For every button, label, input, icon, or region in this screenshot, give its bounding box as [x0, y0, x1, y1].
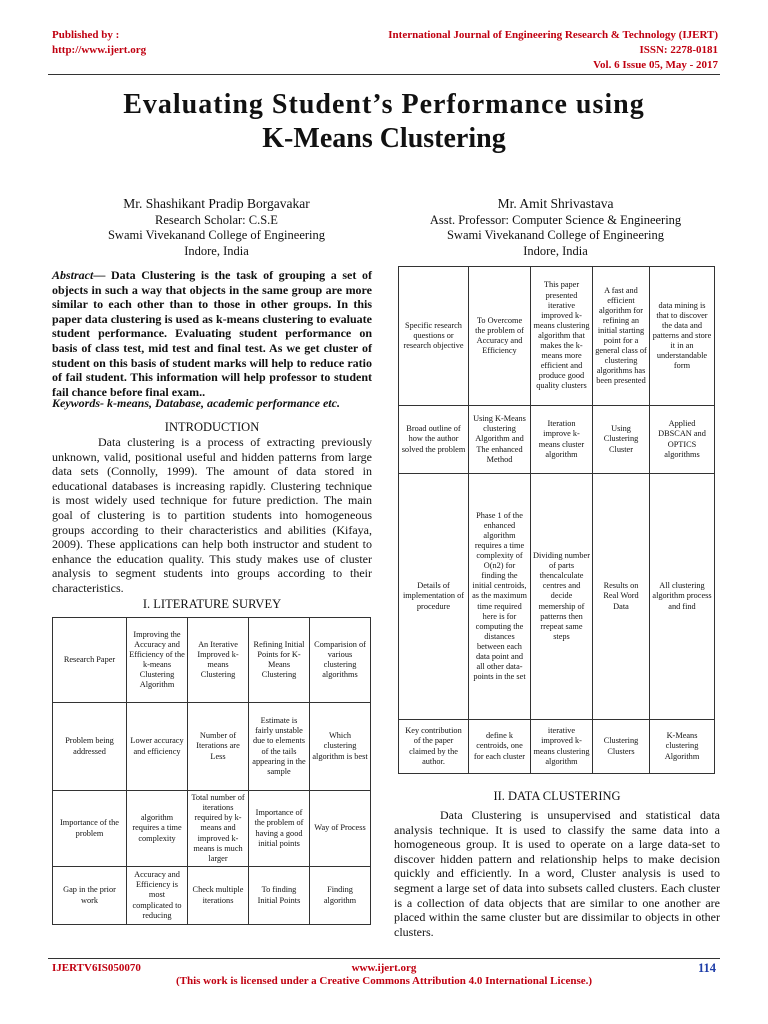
table-cell: data mining is that to discover the data and patterns and store it in an understandable form	[650, 267, 715, 406]
table-cell: A fast and efficient algorithm for refining an initial starting point for a general class of clustering algorithms has been presented	[593, 267, 650, 406]
footer-url-link[interactable]: www.ijert.org	[351, 962, 417, 974]
license-note: (This work is licensed under a Creative Commons Attribution 4.0 International License.)	[175, 975, 593, 987]
table-cell: Finding algorithm	[310, 867, 371, 925]
table-cell: Phase 1 of the enhanced algorithm requires a time complexity of O(n2) for finding the initial centroids, as the maximum time required here is for computing the distances between each data point and all other data-points in the set	[469, 474, 531, 720]
table-cell: Using Clustering Cluster	[593, 406, 650, 474]
publisher-url-link[interactable]: http://www.ijert.org	[52, 44, 147, 56]
table-cell: Problem being addressed	[53, 703, 127, 791]
author-name: Mr. Shashikant Pradip Borgavakar	[123, 196, 310, 211]
title-line-2: K-Means Clustering	[262, 123, 506, 154]
table-cell: To finding Initial Points	[249, 867, 310, 925]
paper-code: IJERTV6IS050070	[52, 962, 141, 974]
table-cell: All clustering algorithm process and find	[650, 474, 715, 720]
table-cell: This paper presented iterative improved k-means clustering algorithm that makes the k-means more efficient and produce good quality clusters	[531, 267, 593, 406]
page-number: 114	[697, 961, 716, 975]
author-role: Asst. Professor: Computer Science & Engineering	[429, 212, 682, 227]
table-cell: Accuracy and Efficiency is most complicated to reducing	[127, 867, 188, 925]
table-cell: Broad outline of how the author solved the problem	[399, 406, 469, 474]
table-cell: Clustering Clusters	[593, 720, 650, 774]
table-cell: Number of Iterations are Less	[188, 703, 249, 791]
author-role: Research Scholar: C.S.E	[155, 212, 278, 227]
author-name: Mr. Amit Shrivastava	[497, 196, 614, 211]
table-cell: Total number of iterations required by k-means and improved k-means is much larger	[188, 791, 249, 867]
literature-survey-table	[52, 617, 371, 925]
data-clustering-heading: II. DATA CLUSTERING	[493, 789, 621, 803]
table-cell: Check multiple iterations	[188, 867, 249, 925]
table-cell: To Overcome the problem of Accuracy and Efficiency	[469, 267, 531, 406]
author-block-1	[54, 196, 379, 259]
table-cell: Importance of the problem	[53, 791, 127, 867]
table-cell: Which clustering algorithm is best	[310, 703, 371, 791]
table-cell: Results on Real Word Data	[593, 474, 650, 720]
data-clustering-body	[394, 808, 720, 939]
table-row	[399, 267, 715, 406]
table-cell: iterative improved k-means clustering algorithm	[531, 720, 593, 774]
table-row	[399, 406, 715, 474]
footer-center	[0, 962, 768, 988]
title-line-1: Evaluating Student’s Performance using	[123, 89, 645, 120]
keywords: Keywords- k-means, Database, academic performance etc.	[52, 396, 340, 410]
table-cell: Estimate is fairly unstable due to elements of the tails appearing in the sample	[249, 703, 310, 791]
table-cell: Gap in the prior work	[53, 867, 127, 925]
table-row	[399, 720, 715, 774]
table-row	[53, 703, 371, 791]
abstract-dash: —	[93, 268, 106, 282]
volume-issue: Vol. 6 Issue 05, May - 2017	[593, 59, 718, 71]
author-org: Swami Vivekanand College of Engineering	[446, 228, 665, 242]
author-org: Swami Vivekanand College of Engineering	[107, 228, 326, 242]
abstract-text: Data Clustering is the task of grouping a set of objects in such a way that objects in the same group are more similar to each other than to those in other groups. In this paper data clustering is used as k-means clustering to evaluate student performance. Evaluating student performance on basis of class test, mid test and final test. As we get cluster of student on this basis of student marks will help to reduce ratio of fail student. This information will help professor to student fail chance before final exam..	[52, 268, 372, 399]
table-cell: Improving the Accuracy and Efficiency of the k-means Clustering Algorithm	[127, 618, 188, 703]
table-cell: An Iterative Improved k-means Clustering	[188, 618, 249, 703]
table-row	[53, 791, 371, 867]
introduction-paragraph: Data clustering is a process of extracting previously unknown, valid, positional useful and hidden patterns from large data sets (Connolly, 1999). The amount of data stored in educational databases is increasing rapidly. Clustering technique is most widely used technique for future prediction. The main goal of clustering is to partition students into homogeneous groups according to their characteristics and abilities (Kifaya, 2009). These applications can help both instructor and student to enhance the education quality. This study makes use of cluster analysis to segment students into groups according to their characteristics.	[52, 435, 372, 595]
introduction-body	[52, 435, 372, 596]
table-cell: Applied DBSCAN and OPTICS algorithms	[650, 406, 715, 474]
table-cell: K-Means clustering Algorithm	[650, 720, 715, 774]
table-cell: define k centroids, one for each cluster	[469, 720, 531, 774]
introduction-heading: INTRODUCTION	[164, 420, 260, 434]
table-row	[53, 867, 371, 925]
data-clustering-paragraph: Data Clustering is unsupervised and statistical data analysis technique. It is used to classify the same data into a homogeneous group. It is used to operate on a large data-set to discover hidden pattern and relationship helps to make decision quickly and efficiently. In a word, Cluster analysis is used to segment a large set of data into subsets called clusters. Each cluster is a collection of data objects that are similar to one another are placed within the same cluster but are dissimilar to objects in other clusters.	[394, 808, 720, 939]
table-cell: Comparision of various clustering algorithms	[310, 618, 371, 703]
paper-title	[0, 88, 768, 156]
header-divider	[48, 74, 720, 75]
published-by-label: Published by :	[52, 29, 120, 41]
table-cell: Way of Process	[310, 791, 371, 867]
comparison-table	[398, 266, 715, 774]
issn: ISSN: 2278-0181	[639, 44, 718, 56]
table-row	[399, 474, 715, 720]
table-row	[53, 618, 371, 703]
table-cell: Importance of the problem of having a good initial points	[249, 791, 310, 867]
abstract	[52, 268, 372, 399]
table-cell: Details of implementation of procedure	[399, 474, 469, 720]
journal-name: International Journal of Engineering Research & Technology (IJERT)	[388, 29, 718, 41]
table-cell: Using K-Means clustering Algorithm and The enhanced Method	[469, 406, 531, 474]
literature-survey-heading: I. LITERATURE SURVEY	[142, 597, 282, 611]
footer-divider	[48, 958, 720, 959]
table-cell: Dividing number of parts thencalculate centres and decide memership of patterns then rrepeat same steps	[531, 474, 593, 720]
abstract-label: Abstract	[52, 268, 94, 282]
table-cell: Iteration improve k-means cluster algorithm	[531, 406, 593, 474]
publisher-info	[52, 28, 146, 58]
author-place: Indore, India	[184, 243, 249, 258]
table-cell: algorithm requires a time complexity	[127, 791, 188, 867]
author-block-2	[393, 196, 718, 259]
table-cell: Refining Initial Points for K-Means Clustering	[249, 618, 310, 703]
table-cell: Key contribution of the paper claimed by the author.	[399, 720, 469, 774]
table-cell: Lower accuracy and efficiency	[127, 703, 188, 791]
author-place: Indore, India	[523, 243, 588, 258]
journal-info	[388, 28, 718, 73]
table-cell: Specific research questions or research objective	[399, 267, 469, 406]
table-cell: Research Paper	[53, 618, 127, 703]
